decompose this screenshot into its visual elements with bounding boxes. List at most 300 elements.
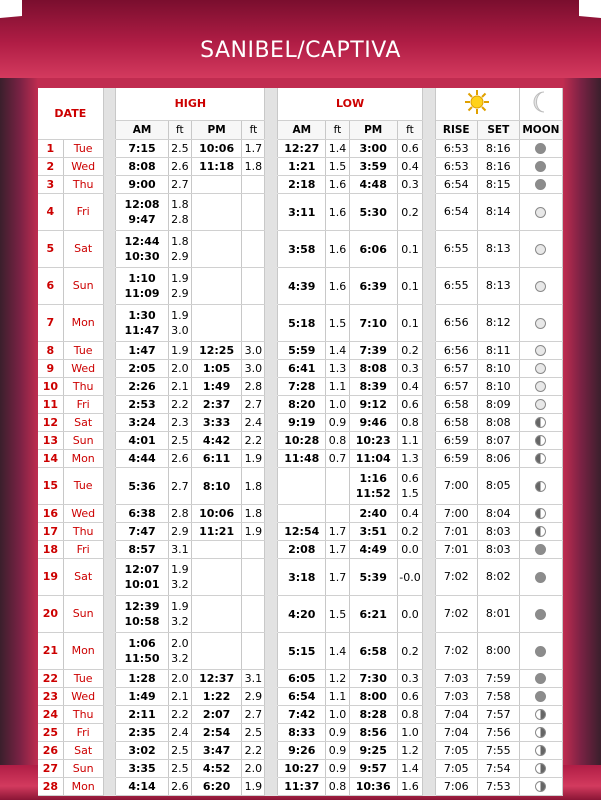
- table-row: [38, 541, 563, 559]
- low-am-time-value: 6:05: [288, 672, 316, 685]
- low-pm-ft: [397, 688, 422, 706]
- moon-phase-icon: [535, 435, 546, 446]
- low-am-time: [278, 140, 326, 158]
- low-pm-ft-value: 0.1: [401, 316, 419, 330]
- low-pm-time: [349, 450, 397, 468]
- low-pm-time: [349, 523, 397, 541]
- low-pm-time-value: 6:21: [359, 607, 387, 621]
- low-pm-time-value: 11:04: [355, 452, 391, 465]
- separator: [103, 778, 116, 796]
- date-number: 21: [38, 633, 63, 670]
- date-number: 25: [38, 724, 63, 742]
- high-am-ft-value: 2.5: [171, 434, 189, 447]
- separator: [265, 706, 278, 724]
- low-pm-time: [349, 378, 397, 396]
- high-am-time: [116, 670, 169, 688]
- sunset-time: 8:06: [477, 450, 519, 468]
- moon-phase: [519, 541, 562, 559]
- low-pm-ft: [397, 450, 422, 468]
- table-row: [38, 432, 563, 450]
- high-am-ft: [168, 505, 191, 523]
- moon-icon-cell: [519, 88, 562, 121]
- high-am-time: [116, 378, 169, 396]
- moon-phase: [519, 231, 562, 268]
- low-am-ft-value: 0.9: [328, 726, 347, 739]
- separator: [265, 724, 278, 742]
- low-am-time: [278, 468, 326, 505]
- high-pm-ft: [242, 432, 265, 450]
- low-pm-time: [349, 305, 397, 342]
- low-pm-ft: [397, 414, 422, 432]
- separator: [265, 176, 278, 194]
- low-pm-ft: [397, 559, 422, 596]
- low-pm-time: [349, 140, 397, 158]
- high-am-time: [116, 778, 169, 796]
- sunrise-time: 7:03: [435, 688, 477, 706]
- separator: [103, 706, 116, 724]
- low-pm-time-value: 3:59: [359, 160, 387, 173]
- moon-phase-icon: [535, 179, 546, 190]
- high-am-time: [116, 559, 169, 596]
- low-pm-ft: [397, 670, 422, 688]
- low-pm-ft: [397, 342, 422, 360]
- table-row: [38, 596, 563, 633]
- low-am-ft: [326, 194, 349, 231]
- weekday: Mon: [63, 633, 103, 670]
- low-pm-time-value: 5:30: [359, 205, 387, 219]
- moon-phase: [519, 268, 562, 305]
- high-pm-ft: [242, 414, 265, 432]
- high-pm-ft: [242, 468, 265, 505]
- moon-phase-icon: [535, 691, 546, 702]
- separator: [423, 505, 436, 523]
- low-pm-ft-value: 1.1: [401, 434, 419, 447]
- weekday: Sat: [63, 559, 103, 596]
- high-pm-ft: [242, 523, 265, 541]
- high-pm-time-value: 2:37: [202, 398, 231, 411]
- low-pm-time-value: 3:51: [359, 525, 387, 538]
- moon-phase: [519, 414, 562, 432]
- table-row: [38, 706, 563, 724]
- sunrise-time: 6:56: [435, 342, 477, 360]
- high-pm-ft: [242, 378, 265, 396]
- low-am-ft-value: 0.9: [328, 762, 347, 775]
- low-pm-time-value: 7:39: [359, 344, 387, 357]
- high-am-ft-value: 2.9: [171, 250, 189, 263]
- high-pm-ft-value: 1.9: [244, 525, 263, 538]
- high-am-ft-value: 1.9: [171, 309, 189, 322]
- low-pm-ft: [397, 140, 422, 158]
- low-pm-time-value: 4:48: [359, 178, 387, 191]
- weekday: Fri: [63, 194, 103, 231]
- high-am-ft: [168, 231, 191, 268]
- high-am-time-value: 2:05: [128, 362, 156, 375]
- high-am-ft-value: 1.9: [171, 272, 189, 285]
- low-pm-ft-value: 1.2: [401, 744, 419, 757]
- high-am-time-value: 6:38: [128, 507, 156, 520]
- high-am-time-value: 1:06: [128, 637, 156, 650]
- low-am-time: [278, 378, 326, 396]
- low-am-time-value: 9:26: [288, 744, 316, 757]
- separator: [423, 778, 436, 796]
- low-pm-ft: [397, 760, 422, 778]
- high-am-ft-value: 2.3: [171, 416, 189, 429]
- high-am-time-value: 1:30: [128, 309, 156, 322]
- high-am-time: [116, 176, 169, 194]
- low-am-time-value: 5:59: [288, 344, 316, 357]
- high-pm-ft: [242, 596, 265, 633]
- separator: [423, 468, 436, 505]
- separator: [265, 268, 278, 305]
- low-pm-time: [349, 778, 397, 796]
- col-high-am-ft: ft: [168, 121, 191, 140]
- low-am-time-value: 7:42: [288, 708, 316, 721]
- high-pm-ft: [242, 268, 265, 305]
- low-am-ft-value: 1.0: [328, 708, 347, 721]
- low-am-ft: [326, 633, 349, 670]
- table-row: [38, 176, 563, 194]
- moon-phase-icon: [535, 745, 546, 756]
- weekday: Wed: [63, 158, 103, 176]
- high-am-ft-value: 3.2: [171, 615, 189, 628]
- high-am-ft-value: 1.8: [171, 198, 189, 211]
- low-am-ft: [326, 414, 349, 432]
- low-pm-time-value: 8:28: [359, 708, 387, 721]
- high-pm-ft: [242, 742, 265, 760]
- low-pm-ft-value: 0.6: [401, 472, 419, 485]
- sunrise-time: 7:02: [435, 559, 477, 596]
- low-pm-time: [349, 360, 397, 378]
- low-am-time: [278, 396, 326, 414]
- high-am-time: [116, 342, 169, 360]
- moon-phase: [519, 633, 562, 670]
- moon-phase: [519, 396, 562, 414]
- high-pm-ft-value: 2.4: [244, 416, 263, 429]
- separator: [265, 596, 278, 633]
- separator: [265, 396, 278, 414]
- high-pm-ft-value: 2.9: [244, 690, 263, 703]
- high-pm-time: [191, 541, 241, 559]
- high-am-ft-value: 1.8: [171, 235, 189, 248]
- high-pm-time: [191, 633, 241, 670]
- high-am-ft-value: 2.5: [171, 762, 189, 775]
- separator: [423, 670, 436, 688]
- col-high-pm: PM: [191, 121, 241, 140]
- table-row: [38, 742, 563, 760]
- low-am-ft: [326, 231, 349, 268]
- high-pm-time-value: 4:42: [202, 434, 231, 447]
- high-pm-time-value: 1:49: [202, 380, 231, 393]
- separator: [265, 559, 278, 596]
- low-am-time-value: 3:18: [288, 570, 316, 584]
- date-number: 28: [38, 778, 63, 796]
- table-row: [38, 194, 563, 231]
- sunset-time: 7:57: [477, 706, 519, 724]
- low-pm-ft: [397, 633, 422, 670]
- high-pm-ft-value: 3.1: [244, 672, 263, 685]
- high-am-ft-value: 2.7: [171, 178, 189, 191]
- date-number: 12: [38, 414, 63, 432]
- low-pm-time-value: 6:58: [359, 644, 387, 658]
- high-pm-ft-value: 2.7: [244, 398, 263, 411]
- high-am-ft: [168, 706, 191, 724]
- date-number: 6: [38, 268, 63, 305]
- weekday: Tue: [63, 468, 103, 505]
- low-pm-time: [349, 541, 397, 559]
- low-pm-ft-value: 0.2: [401, 644, 419, 658]
- high-am-ft-value: 3.1: [171, 543, 189, 556]
- weekday: Sun: [63, 596, 103, 633]
- separator: [103, 760, 116, 778]
- sunrise-time: 7:06: [435, 778, 477, 796]
- low-pm-time-value: 11:52: [355, 487, 391, 500]
- sunrise-time: 6:57: [435, 378, 477, 396]
- weekday: Sun: [63, 432, 103, 450]
- low-pm-time: [349, 633, 397, 670]
- low-pm-time-value: 9:25: [359, 744, 387, 757]
- low-pm-ft-value: 0.8: [401, 416, 419, 429]
- sunset-time: 8:10: [477, 378, 519, 396]
- high-pm-ft: [242, 633, 265, 670]
- low-am-ft: [326, 158, 349, 176]
- low-am-ft: [326, 688, 349, 706]
- table-row: [38, 396, 563, 414]
- high-am-time-value: 10:30: [124, 250, 160, 263]
- low-pm-time: [349, 231, 397, 268]
- high-am-ft: [168, 176, 191, 194]
- sunrise-time: 7:01: [435, 523, 477, 541]
- low-pm-time-value: 5:39: [359, 570, 387, 584]
- high-pm-time: [191, 231, 241, 268]
- sunset-time: 8:13: [477, 268, 519, 305]
- low-pm-time: [349, 505, 397, 523]
- low-am-ft-value: 1.5: [328, 316, 347, 330]
- low-am-time: [278, 596, 326, 633]
- moon-phase: [519, 432, 562, 450]
- high-pm-time: [191, 176, 241, 194]
- col-high-am: AM: [116, 121, 169, 140]
- date-number: 18: [38, 541, 63, 559]
- low-pm-ft: [397, 176, 422, 194]
- high-pm-time-value: 1:22: [202, 690, 231, 703]
- high-pm-ft: [242, 505, 265, 523]
- sun-icon: [464, 89, 490, 115]
- sunset-time: 8:03: [477, 541, 519, 559]
- low-pm-ft: [397, 396, 422, 414]
- high-pm-time-value: 12:25: [199, 344, 235, 357]
- low-pm-time-value: 2:40: [359, 507, 387, 520]
- date-number: 5: [38, 231, 63, 268]
- separator: [265, 360, 278, 378]
- separator: [265, 633, 278, 670]
- low-pm-ft-value: 1.4: [401, 762, 419, 775]
- low-am-ft: [326, 360, 349, 378]
- date-number: 9: [38, 360, 63, 378]
- moon-phase-icon: [535, 763, 546, 774]
- high-am-time-value: 12:39: [124, 600, 160, 613]
- sunrise-time: 6:55: [435, 231, 477, 268]
- low-am-time-value: 12:27: [284, 142, 320, 155]
- separator: [103, 688, 116, 706]
- separator: [265, 670, 278, 688]
- low-pm-time-value: 3:00: [359, 142, 387, 155]
- separator: [103, 88, 116, 140]
- high-pm-time: [191, 158, 241, 176]
- low-am-time: [278, 432, 326, 450]
- low-am-ft: [326, 523, 349, 541]
- sunset-time: 8:01: [477, 596, 519, 633]
- high-am-time-value: 1:28: [128, 672, 156, 685]
- low-pm-ft: [397, 778, 422, 796]
- low-pm-time-value: 7:10: [359, 316, 387, 330]
- high-pm-ft-value: 3.0: [244, 362, 263, 375]
- separator: [423, 688, 436, 706]
- high-am-ft-value: 3.0: [171, 324, 189, 337]
- low-am-time: [278, 231, 326, 268]
- low-am-ft-value: 1.6: [328, 242, 347, 256]
- date-number: 2: [38, 158, 63, 176]
- moon-phase: [519, 360, 562, 378]
- low-pm-ft-value: 1.5: [401, 487, 419, 500]
- date-number: 7: [38, 305, 63, 342]
- low-am-ft-value: 1.7: [328, 525, 347, 538]
- high-am-time-value: 7:47: [128, 525, 156, 538]
- table-row: [38, 378, 563, 396]
- high-am-ft-value: 2.6: [171, 452, 189, 465]
- high-am-time-value: 5:36: [128, 479, 156, 493]
- high-am-time-value: 10:01: [124, 578, 160, 591]
- low-pm-time-value: 4:49: [359, 543, 387, 556]
- low-am-ft-value: 0.8: [328, 434, 347, 447]
- sunset-time: 7:58: [477, 688, 519, 706]
- separator: [423, 633, 436, 670]
- col-moon: MOON: [519, 121, 562, 140]
- table-row: [38, 670, 563, 688]
- low-pm-time-value: 8:39: [359, 380, 387, 393]
- separator: [423, 596, 436, 633]
- moon-phase-icon: [535, 399, 546, 410]
- sunset-time: 8:05: [477, 468, 519, 505]
- high-am-ft: [168, 414, 191, 432]
- low-am-ft: [326, 468, 349, 505]
- high-pm-ft: [242, 541, 265, 559]
- low-pm-ft-value: 1.6: [401, 780, 419, 793]
- high-pm-time: [191, 559, 241, 596]
- low-pm-ft: [397, 268, 422, 305]
- separator: [103, 724, 116, 742]
- low-am-time: [278, 342, 326, 360]
- low-pm-time: [349, 194, 397, 231]
- moon-phase: [519, 706, 562, 724]
- low-am-time-value: 3:11: [288, 205, 316, 219]
- low-pm-ft-value: 0.1: [401, 279, 419, 293]
- separator: [103, 559, 116, 596]
- low-pm-time-value: 6:39: [359, 279, 387, 293]
- high-pm-time: [191, 724, 241, 742]
- sunset-time: 8:02: [477, 559, 519, 596]
- high-am-time-value: 4:01: [128, 434, 156, 447]
- sun-icon-cell: [435, 88, 519, 121]
- date-number: 23: [38, 688, 63, 706]
- low-pm-time: [349, 432, 397, 450]
- low-am-time: [278, 541, 326, 559]
- high-am-time-value: 8:08: [128, 160, 156, 173]
- moon-phase-icon: [535, 646, 546, 657]
- low-pm-ft-value: 0.2: [401, 525, 419, 538]
- high-am-ft-value: 1.9: [171, 563, 189, 576]
- low-am-time-value: 2:18: [288, 178, 316, 191]
- low-pm-ft: [397, 468, 422, 505]
- high-pm-ft: [242, 724, 265, 742]
- sunset-time: 8:15: [477, 176, 519, 194]
- low-am-time: [278, 158, 326, 176]
- separator: [423, 268, 436, 305]
- sunset-time: 7:59: [477, 670, 519, 688]
- low-am-time-value: 5:18: [288, 316, 316, 330]
- separator: [265, 88, 278, 140]
- high-am-ft-value: 2.5: [171, 142, 189, 155]
- high-am-ft: [168, 378, 191, 396]
- separator: [423, 396, 436, 414]
- high-pm-ft-value: 2.8: [244, 380, 263, 393]
- separator: [423, 742, 436, 760]
- separator: [423, 140, 436, 158]
- low-am-ft: [326, 378, 349, 396]
- low-am-time: [278, 414, 326, 432]
- high-am-time: [116, 360, 169, 378]
- low-pm-time: [349, 176, 397, 194]
- separator: [423, 724, 436, 742]
- low-am-ft: [326, 559, 349, 596]
- high-am-ft-value: 3.2: [171, 652, 189, 665]
- high-pm-ft-value: 1.8: [244, 160, 263, 173]
- moon-phase-icon: [535, 673, 546, 684]
- low-am-ft-value: 1.6: [328, 205, 347, 219]
- low-am-ft-value: 1.2: [328, 672, 347, 685]
- high-pm-time-value: 6:11: [202, 452, 231, 465]
- high-am-time: [116, 760, 169, 778]
- table-row: [38, 140, 563, 158]
- date-number: 24: [38, 706, 63, 724]
- weekday: Sun: [63, 268, 103, 305]
- high-am-ft-value: 2.9: [171, 525, 189, 538]
- sunrise-time: 7:01: [435, 541, 477, 559]
- weekday: Fri: [63, 541, 103, 559]
- separator: [423, 450, 436, 468]
- high-pm-time-value: 8:10: [202, 479, 231, 493]
- separator: [103, 541, 116, 559]
- low-am-ft: [326, 596, 349, 633]
- moon-phase-icon: [535, 453, 546, 464]
- high-am-ft: [168, 596, 191, 633]
- high-am-time: [116, 468, 169, 505]
- high-am-ft: [168, 268, 191, 305]
- low-pm-ft-value: 1.0: [401, 726, 419, 739]
- date-number: 19: [38, 559, 63, 596]
- low-pm-time: [349, 706, 397, 724]
- low-pm-ft: [397, 505, 422, 523]
- sunset-time: 8:14: [477, 194, 519, 231]
- high-am-ft-value: 2.4: [171, 726, 189, 739]
- high-am-ft-value: 2.2: [171, 398, 189, 411]
- separator: [423, 88, 436, 140]
- table-row: [38, 778, 563, 796]
- sunrise-time: 7:02: [435, 596, 477, 633]
- low-am-ft: [326, 706, 349, 724]
- low-pm-time: [349, 158, 397, 176]
- sunset-time: 8:11: [477, 342, 519, 360]
- moon-phase-icon: [535, 345, 546, 356]
